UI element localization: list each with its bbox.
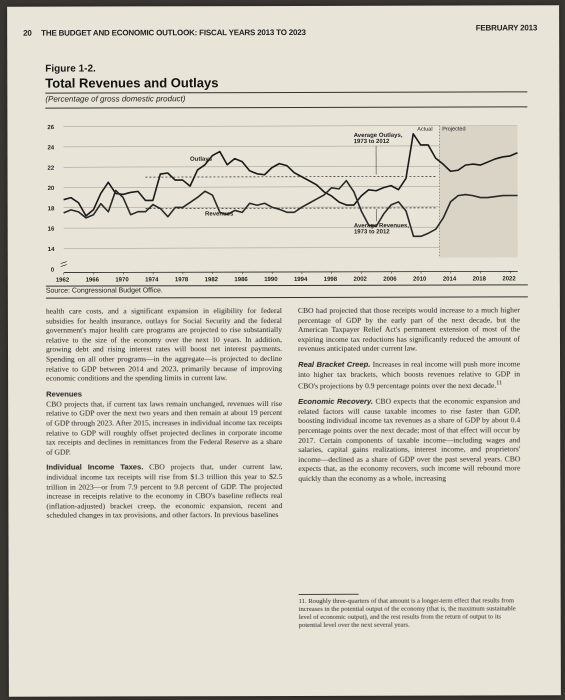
revenues-heading: Revenues [46,389,83,399]
average-outlays-years: 1973 to 2012 [353,138,390,146]
bracket-creep-paragraph [298,359,520,391]
actual-label: Actual [417,126,433,133]
right-intro-paragraph: CBO had projected that those receipts would increase to a much higher percentage of GDP by the early part of the next decade, but the American Taxpayer Relief Act's permanent extension of most of the expiring income tax reductions has significantly reduced the amount of revenues anticipated under current law. [297,305,520,354]
x-tick-label: 1970 [115,277,129,284]
average-revenues-years: 1973 to 2012 [353,229,390,236]
y-tick-label: 14 [47,246,55,253]
y-tick-label: 0 [50,267,55,274]
x-tick-label: 2006 [383,276,397,283]
x-tick-label: 1978 [174,277,189,284]
figure-label: Figure 1-2. [45,63,96,75]
x-tick-label: 2022 [502,276,516,283]
x-tick-label: 1986 [234,277,248,284]
source-bottom-rule [46,296,528,298]
revenues-paragraph: CBO projects that, if current tax laws remain unchanged, revenues will rise relative to GDP over the next two years and then remain at about 19 percent of GDP through 2023. After 2015, increases in individual income tax receipts relative to GDP will roughly offset projected declines in corporate income tax receipts and declines in remittances from the Federal Reserve as a share of GDP. [46,398,283,457]
left-intro-paragraph: health care costs, and a significant expansion in eligibility for federal subsidies for health insurance, outlays for Social Security and the federal government's major health care programs are projected to rise substantially relative to the size of the economy over the next 10 years. In addition, growing debt and rising interest rates will boost net interest payments. Spending on all other programs—in the aggregate—is projected to decline relative to GDP between 2014 and 2023, primarily because of improving economic conditions and the spending limits in current law. [45,306,283,383]
y-tick-label: 16 [47,226,55,233]
running-header [23,23,537,38]
header-date: FEBRUARY 2013 [475,23,538,33]
x-tick-label: 2018 [472,276,486,283]
revenues-label: Revenues [205,211,234,218]
outlays-label: Outlays [190,156,213,163]
y-tick-label: 24 [47,145,55,152]
x-tick-label: 1982 [204,277,219,284]
source-rule [46,284,528,286]
title-rule [45,91,527,93]
x-tick-label: 2002 [353,276,367,283]
x-tick-label: 1974 [145,277,159,284]
figure-subtitle: (Percentage of gross domestic product) [45,94,186,104]
subtitle-rule [45,106,527,108]
average-revenues-line [145,208,435,209]
footnote: 11. Roughly three-quarters of that amount is a longer-term effect that results from increases in the potential output of the economy (that is, the maximum sustainable level of economic output), and the rest results from the return of output to its potential level over the next several years. [298,597,516,629]
footnote-ref: 11 [496,379,503,387]
figure-title: Total Revenues and Outlays [45,75,219,91]
economic-recovery-paragraph [298,397,520,484]
x-tick-label: 2014 [442,276,457,283]
x-tick-label: 1990 [264,277,278,284]
right-column [298,305,520,489]
economic-recovery-text: CBO expects that the economic expansion and related factors will cause taxable incomes to rise faster than GDP, boosting individual income tax revenues as a share of GDP by about 0.4 percentage points over the next decade; most of that effect will occur by 2017. Certain components of taxable income—including wages and salaries, capital gains realizations, interest income, and proprietors' income—declined as a share of GDP over the past several years. CBO expects that, as the economy recovers, such income will rebound more quickly than the economy as a whole, increasing [298,396,521,483]
axis-break-mark [61,262,67,267]
x-tick-label: 1966 [85,277,99,284]
x-tick-label: 1994 [293,276,308,283]
individual-income-tax-paragraph [46,462,282,520]
bracket-creep-text: Increases in real income will push more income into higher tax brackets, which boosts revenues relative to GDP in CBO's projections by 0.9 percentage points over the next decade. [298,359,521,391]
figure-source: Source: Congressional Budget Office. [45,287,163,295]
projection-shading [439,125,517,257]
revenues-outlays-chart [45,117,530,283]
y-tick-label: 18 [47,206,55,213]
average-outlays-line [145,176,435,177]
iit-text: CBO projects that, under current law, individual income tax receipts will rise from $1.3 trillion this year to $2.5 trillion in 2023—or from 7.9 percent to 9.8 percent of GDP. The projected increase in receipts relative to the economy in CBO's baseline reflects real (inflation-adjusted) bracket creep, the economic expansion, recent and scheduled changes in tax provisions, and other factors. In previous baselines [46,462,283,520]
x-tick-label: 2010 [413,276,427,283]
y-tick-label: 20 [47,186,55,193]
document-page [7,5,561,696]
page-number: 20 [23,28,32,38]
bracket-creep-heading: Real Bracket Creep. [298,359,371,369]
y-tick-label: 26 [47,125,55,132]
projected-label: Projected [442,126,466,133]
x-tick-label: 1998 [323,276,338,283]
average-revenues-label: Average Revenues, [353,223,410,230]
y-tick-label: 22 [47,165,55,172]
x-axis-baseline [64,271,518,272]
iit-run-in-heading: Individual Income Taxes. [46,462,144,472]
left-column [46,306,283,526]
running-title: THE BUDGET AND ECONOMIC OUTLOOK: FISCAL YEARS 2013 TO 2023 [41,27,306,38]
footnote-rule [299,594,359,595]
average-outlays-label: Average Outlays, [353,132,403,139]
x-tick-label: 1962 [55,277,70,284]
economic-recovery-heading: Economic Recovery. [298,397,374,407]
